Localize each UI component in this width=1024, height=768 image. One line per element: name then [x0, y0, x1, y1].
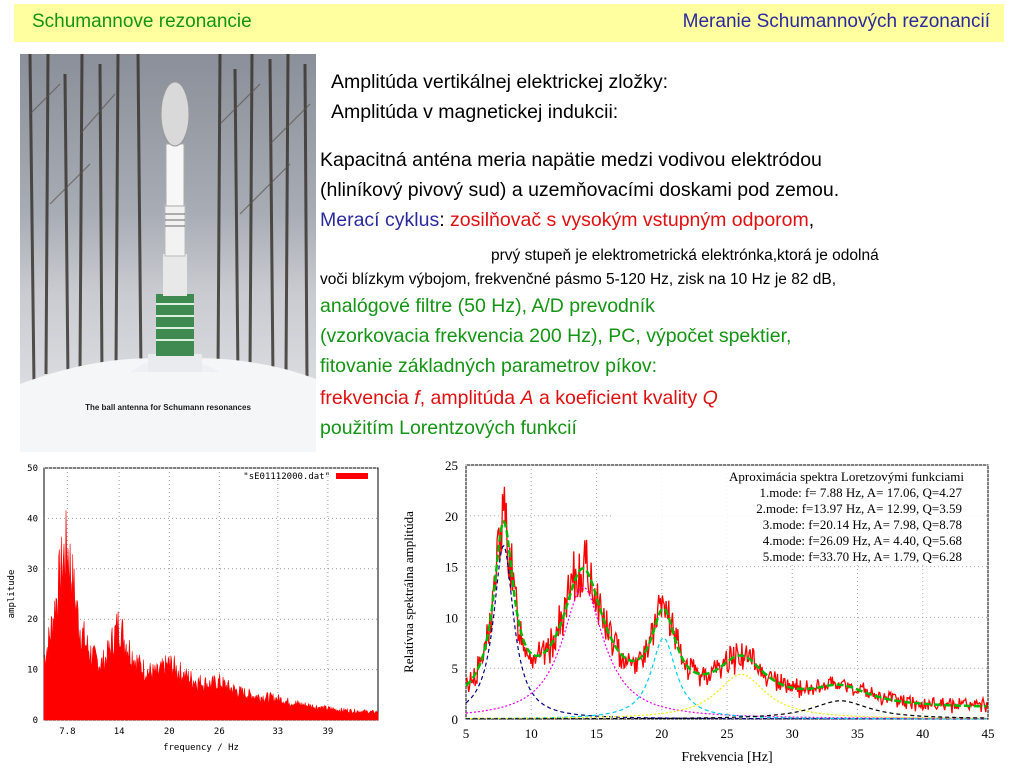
- x-tick-label: 25: [720, 726, 734, 741]
- amplitude-word: , amplitúda: [419, 387, 521, 409]
- mode-1-annotation: 1.mode: f= 7.88 Hz, A= 17.06, Q=4.27: [759, 485, 962, 500]
- y-tick-label: 15: [445, 559, 458, 575]
- x-tick-label: 14: [113, 727, 125, 737]
- forest-antenna-illustration: [20, 54, 316, 452]
- mode-4-annotation: 4.mode: f=26.09 Hz, A= 4.40, Q=5.68: [762, 533, 962, 548]
- x-tick-label: 10: [524, 726, 538, 741]
- x-tick-label: 20: [655, 726, 669, 741]
- y-tick-label: 20: [445, 508, 458, 524]
- y-tick-label: 0: [32, 716, 38, 726]
- x-tick-label: 15: [590, 726, 603, 741]
- mode-3-annotation: 3.mode: f=20.14 Hz, A= 7.98, Q=8.78: [762, 517, 962, 532]
- x-tick-label: 26: [213, 727, 225, 737]
- title-bar: [14, 4, 1004, 42]
- text-line-9: (vzorkovacia frekvencia 200 Hz), PC, výpočet spektier,: [320, 325, 792, 347]
- y-tick-label: 0: [451, 712, 458, 727]
- y-tick-label: 25: [445, 458, 458, 473]
- chart-title: Aproximácia spektra Loretzovými funkciami: [728, 469, 964, 484]
- lorentz-fit-chart: [396, 450, 1016, 768]
- legend-swatch: [336, 473, 368, 479]
- x-axis-label: frequency / Hz: [163, 743, 239, 753]
- y-tick-label: 10: [27, 665, 38, 676]
- y-axis-label: amplitude: [7, 569, 17, 619]
- y-tick-label: 30: [27, 564, 38, 575]
- x-tick-label: 7.8: [59, 727, 76, 737]
- y-tick-label: 5: [451, 661, 458, 677]
- x-tick-label: 5: [462, 726, 470, 741]
- x-tick-label: 39: [322, 727, 334, 737]
- slide-title: Meranie Schumannových rezonancií: [682, 11, 990, 32]
- text-line-8: analógové filtre (50 Hz), A/D prevodník: [320, 295, 655, 317]
- text-line-12: použitím Lorentzových funkcií: [320, 417, 577, 439]
- x-tick-label: 40: [916, 726, 930, 741]
- section-title: Schumannove rezonancie: [32, 11, 252, 32]
- y-tick-label: 50: [27, 464, 38, 474]
- photo-caption: The ball antenna for Schumann resonances: [85, 403, 251, 412]
- x-axis-label: Frekvencia [Hz]: [681, 750, 773, 765]
- frequency-word: frekvencia: [320, 387, 415, 409]
- y-tick-label: 20: [27, 615, 38, 626]
- x-tick-label: 45: [981, 726, 995, 741]
- q-symbol: Q: [702, 387, 718, 409]
- mode-5-annotation: 5.mode: f=33.70 Hz, A= 1.79, Q=6.28: [762, 549, 962, 564]
- text-line-7: voči blízkym výbojom, frekvenčné pásmo 5-120 Hz, zisk na 10 Hz je 82 dB,: [320, 271, 837, 288]
- text-line-1: Amplitúda vertikálnej elektrickej zložky:: [331, 71, 669, 93]
- colon: :: [439, 209, 451, 231]
- text-line-6: prvý stupeň je elektrometrická elektrónka,ktorá je odolná: [491, 247, 879, 264]
- text-line-5: [320, 208, 814, 232]
- amplifier-text: zosilňovač s vysokým vstupným odporom: [450, 209, 809, 231]
- antenna-photo: [20, 54, 316, 452]
- legend-label: "sE01112000.dat": [243, 472, 330, 482]
- x-tick-label: 35: [851, 726, 864, 741]
- y-axis-label: Relatívna spektrálna amplitúda: [401, 511, 416, 673]
- text-line-4: (hliníkový pivový sud) a uzemňovacími doskami pod zemou.: [320, 179, 840, 201]
- mode-2-annotation: 2.mode: f=13.97 Hz, A= 12.99, Q=3.59: [756, 501, 962, 516]
- y-tick-label: 10: [445, 610, 458, 626]
- text-line-11: [320, 386, 718, 410]
- a-symbol: A: [520, 387, 534, 409]
- f-symbol: f: [414, 387, 420, 409]
- raw-spectrum-chart: [0, 458, 386, 768]
- text-line-2: Amplitúda v magnetickej indukcii:: [331, 101, 619, 123]
- x-tick-label: 30: [785, 726, 799, 741]
- text-line-10: fitovanie základných parametrov píkov:: [320, 355, 658, 377]
- y-tick-label: 40: [27, 514, 38, 525]
- x-tick-label: 33: [272, 727, 284, 737]
- x-tick-label: 20: [163, 727, 175, 737]
- text-line-3: Kapacitná anténa meria napätie medzi vodivou elektródou: [320, 149, 822, 171]
- quality-word: a koeficient kvality: [533, 387, 703, 409]
- measurement-cycle-label: Merací cyklus: [320, 209, 440, 231]
- comma: ,: [808, 209, 815, 231]
